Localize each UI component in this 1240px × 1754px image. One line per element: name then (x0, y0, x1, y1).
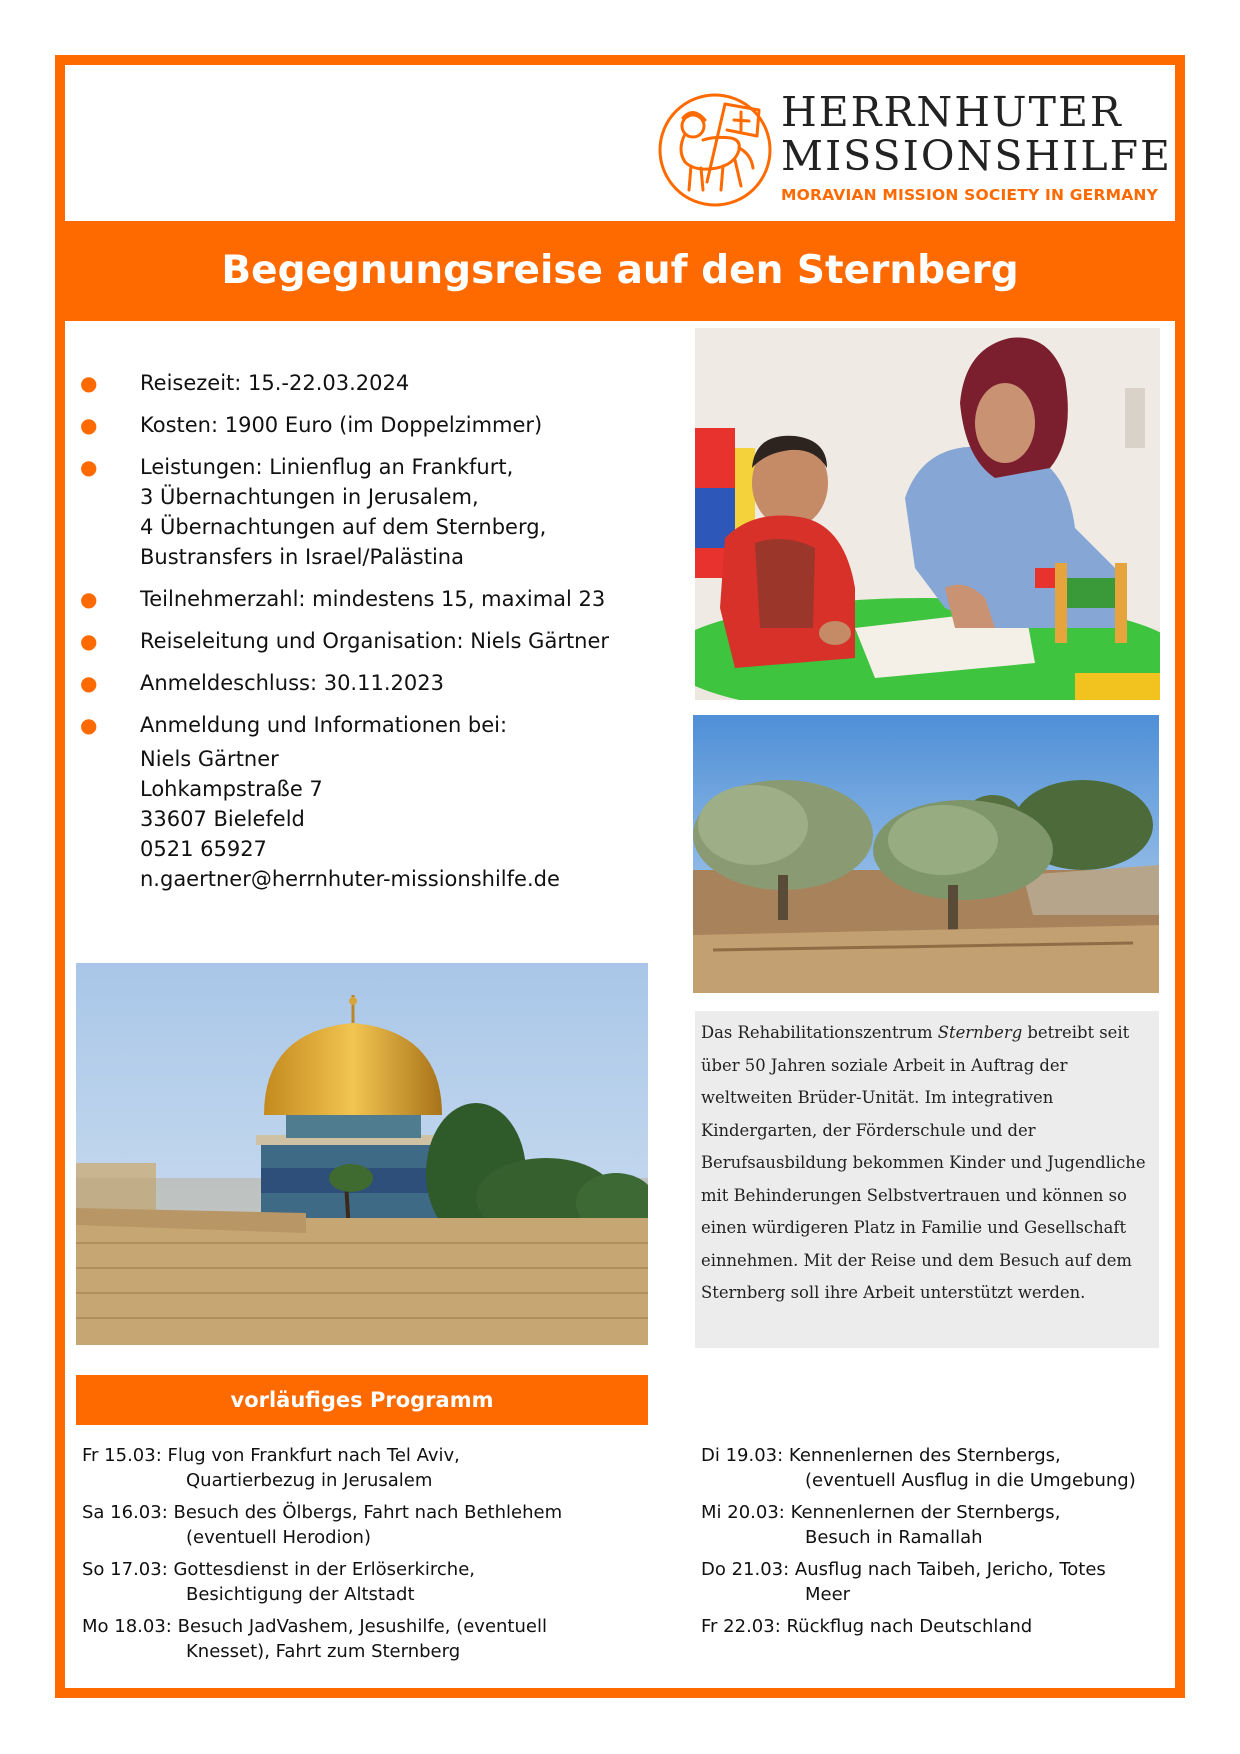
program-text: Kennenlernen der Sternbergs, (790, 1502, 1061, 1523)
info-text: Leistungen: Linienflug an Frankfurt, 3 Übernachtungen in Jerusalem, 4 Übernachtungen auf dem Sternberg, Bustransfers in Israel/Palästina (140, 455, 547, 569)
program-day: Mo 18.03: (82, 1616, 178, 1637)
program-text: Besuch des Ölbergs, Fahrt nach Bethlehem (173, 1502, 563, 1523)
info-item (80, 452, 680, 572)
program-text-cont: (eventuell Ausflug in die Umgebung) (805, 1470, 1136, 1491)
photo-dome-of-the-rock (76, 963, 648, 1345)
program-text-cont: Meer (805, 1584, 851, 1605)
organization-logo (655, 88, 1172, 212)
info-text: Kosten: 1900 Euro (im Doppelzimmer) (140, 413, 543, 437)
contact-address: Niels Gärtner Lohkampstraße 7 33607 Bielefeld 0521 65927 n.gaertner@herrnhuter-missionshilfe.de (140, 747, 560, 891)
photo-olive-grove (693, 715, 1159, 993)
program-day: Sa 16.03: (82, 1502, 174, 1523)
description-text-start: Das Rehabilitationszentrum (701, 1023, 938, 1042)
description-emphasis: Sternberg (937, 1023, 1023, 1042)
bullet-dot-icon: ● (80, 413, 98, 437)
program-text: Rückflug nach Deutschland (786, 1616, 1033, 1637)
program-item (701, 1443, 1161, 1493)
program-text: Ausflug nach Taibeh, Jericho, Totes (794, 1559, 1106, 1580)
bullet-dot-icon: ● (80, 629, 98, 653)
description-text-end: betreibt seit über 50 Jahren soziale Arbeit in Auftrag der weltweiten Brüder-Unität. Im integrativen Kindergarten, der Förderschule und der Berufsausbildung bekommen Kinder und Jugendliche mit Behinderungen Selbstvertrauen und können so einen würdigeren Platz in Familie und Gesellschaft einnehmen. Mit der Reise und dem Besuch auf dem Sternberg soll ihre Arbeit unterstützt werden. (701, 1023, 1146, 1302)
program-text: Besuch JadVashem, Jesushilfe, (eventuell (177, 1616, 547, 1637)
program-day: Fr 15.03: (82, 1445, 168, 1466)
info-text: Anmeldeschluss: 30.11.2023 (140, 671, 444, 695)
program-item (82, 1557, 642, 1607)
lamb-with-banner-icon (655, 90, 775, 210)
program-item (701, 1614, 1161, 1639)
info-text: Reiseleitung und Organisation: Niels Gärtner (140, 629, 610, 653)
photo-child-with-teacher (695, 328, 1160, 700)
bullet-dot-icon: ● (80, 371, 98, 395)
logo-subtitle: MORAVIAN MISSION SOCIETY IN GERMANY (781, 186, 1159, 204)
program-text-cont: Knesset), Fahrt zum Sternberg (186, 1641, 461, 1662)
info-text: Reisezeit: 15.-22.03.2024 (140, 371, 410, 395)
info-text: Anmeldung und Informationen bei: (140, 713, 508, 737)
info-item (80, 368, 680, 398)
program-text: Kennenlernen des Sternbergs, (788, 1445, 1061, 1466)
program-item (82, 1500, 642, 1550)
logo-text-line1: HERRNHUTER (781, 88, 1123, 136)
info-item (80, 710, 680, 924)
info-text: Teilnehmerzahl: mindestens 15, maximal 23 (140, 587, 606, 611)
program-text: Gottesdienst in der Erlöserkirche, (173, 1559, 476, 1580)
bullet-dot-icon: ● (80, 587, 98, 611)
program-item (82, 1443, 642, 1493)
program-day: So 17.03: (82, 1559, 174, 1580)
program-list-left (82, 1443, 642, 1671)
program-text-cont: (eventuell Herodion) (186, 1527, 371, 1548)
info-item (80, 668, 680, 698)
trip-info-list (80, 368, 680, 936)
program-day: Do 21.03: (701, 1559, 795, 1580)
info-item (80, 584, 680, 614)
program-day: Di 19.03: (701, 1445, 789, 1466)
program-item (82, 1614, 642, 1664)
bullet-dot-icon: ● (80, 671, 98, 695)
page-title: Begegnungsreise auf den Sternberg (55, 221, 1185, 321)
program-day: Mi 20.03: (701, 1502, 791, 1523)
program-list-right (701, 1443, 1161, 1646)
info-item (80, 626, 680, 656)
bullet-dot-icon: ● (80, 713, 98, 737)
program-item (701, 1557, 1161, 1607)
program-text-cont: Besichtigung der Altstadt (186, 1584, 415, 1605)
bullet-dot-icon: ● (80, 455, 98, 479)
sternberg-description (695, 1011, 1159, 1348)
program-item (701, 1500, 1161, 1550)
logo-text-line2: MISSIONSHILFE (781, 132, 1172, 180)
program-day: Fr 22.03: (701, 1616, 787, 1637)
program-title: vorläufiges Programm (76, 1375, 648, 1425)
program-text-cont: Besuch in Ramallah (805, 1527, 983, 1548)
program-text: Flug von Frankfurt nach Tel Aviv, (167, 1445, 460, 1466)
info-item (80, 410, 680, 440)
program-text-cont: Quartierbezug in Jerusalem (186, 1470, 433, 1491)
